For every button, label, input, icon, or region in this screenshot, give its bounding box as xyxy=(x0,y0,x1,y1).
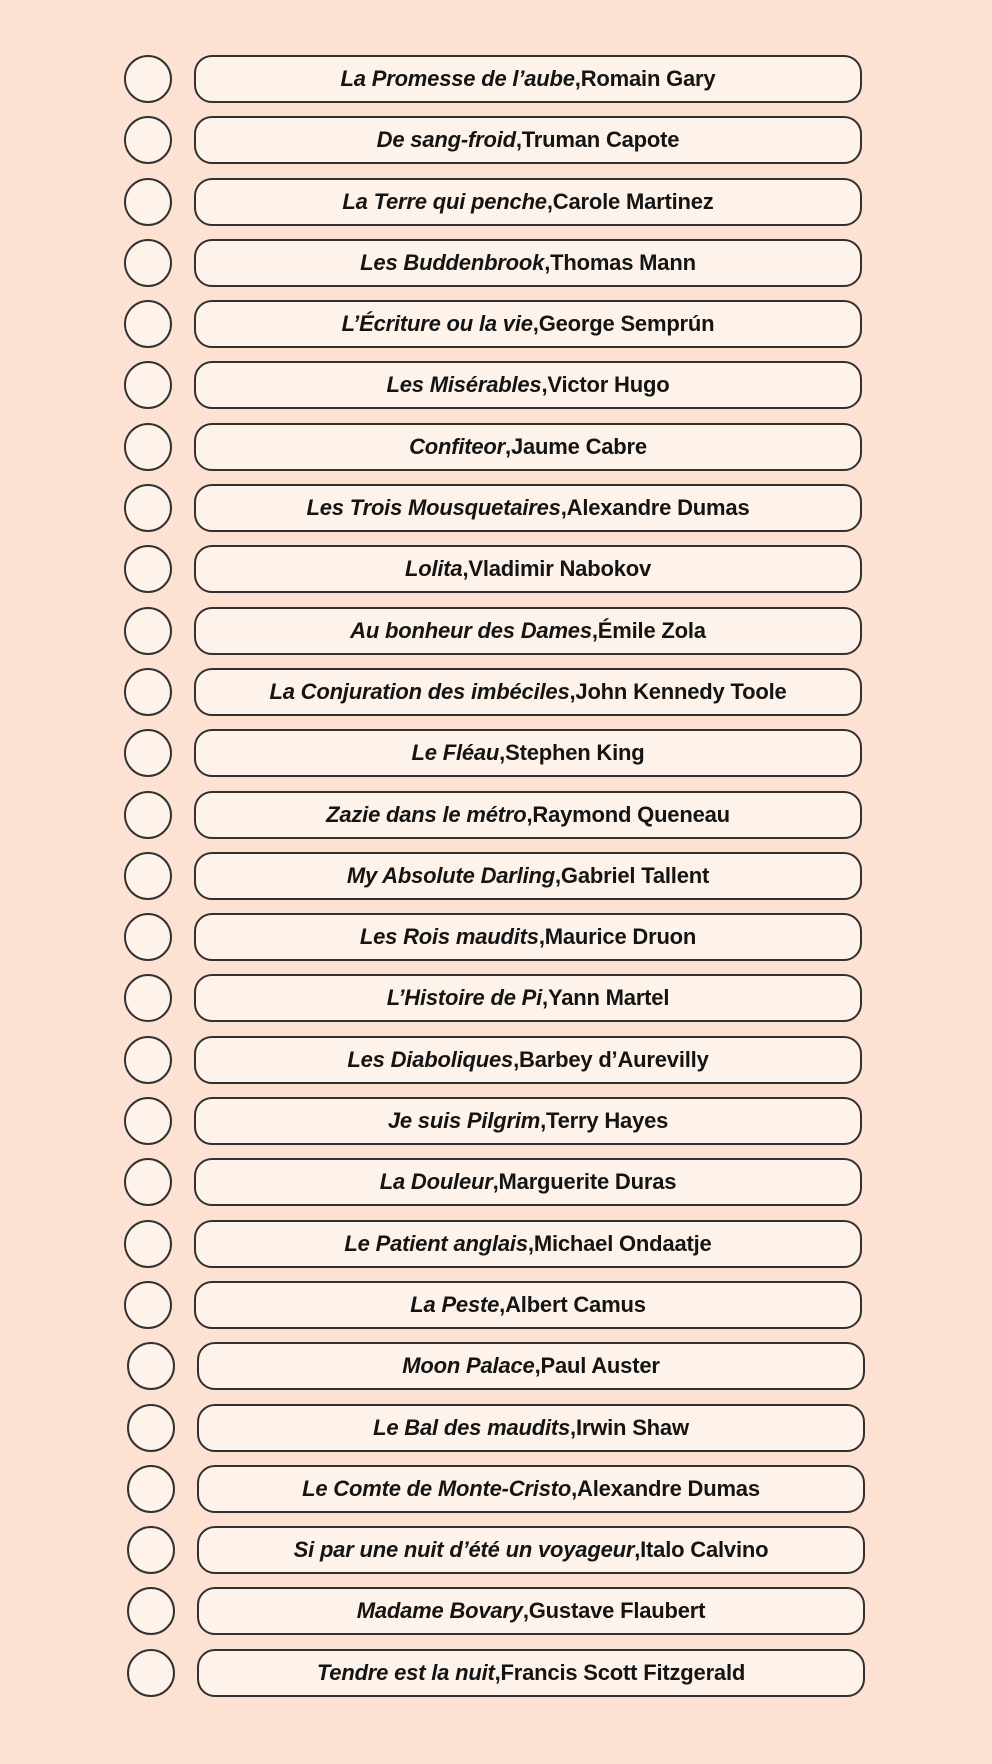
list-item xyxy=(0,790,992,851)
list-item xyxy=(0,1403,992,1464)
book-entry xyxy=(197,1587,865,1635)
book-title: Le Comte de Monte-Cristo xyxy=(302,1475,572,1501)
book-author: Maurice Druon xyxy=(544,924,697,950)
book-title: La Peste xyxy=(410,1291,500,1317)
separator: , xyxy=(569,678,576,704)
separator: , xyxy=(570,1414,576,1440)
book-title: La Douleur xyxy=(379,1169,493,1195)
list-item xyxy=(0,1525,992,1586)
list-item xyxy=(0,1096,992,1157)
book-entry xyxy=(194,1036,862,1084)
book-entry xyxy=(194,852,862,900)
checkbox-circle[interactable] xyxy=(124,1097,172,1145)
book-author: Jaume Cabre xyxy=(510,433,647,459)
separator: , xyxy=(540,1108,547,1134)
separator: , xyxy=(492,1169,499,1195)
book-entry xyxy=(194,1158,862,1206)
separator: , xyxy=(634,1537,641,1563)
separator: , xyxy=(542,985,548,1011)
book-author: Gabriel Tallent xyxy=(560,862,710,888)
list-item xyxy=(0,912,992,973)
book-title: Au bonheur des Dames xyxy=(350,617,592,643)
separator: , xyxy=(515,127,522,153)
checkbox-circle[interactable] xyxy=(124,116,172,164)
separator: , xyxy=(541,372,548,398)
book-author: Alexandre Dumas xyxy=(577,1475,760,1501)
list-item xyxy=(0,1157,992,1218)
book-entry xyxy=(194,791,862,839)
book-entry xyxy=(197,1465,865,1513)
separator: , xyxy=(534,1353,541,1379)
book-author: Yann Martel xyxy=(547,985,670,1011)
book-title: Les Diaboliques xyxy=(347,1046,514,1072)
book-author: Irwin Shaw xyxy=(575,1414,689,1440)
book-title: Les Buddenbrook xyxy=(360,249,545,275)
list-item xyxy=(0,1035,992,1096)
separator: , xyxy=(505,433,511,459)
book-author: John Kennedy Toole xyxy=(575,678,787,704)
book-entry xyxy=(197,1342,865,1390)
checkbox-circle[interactable] xyxy=(124,729,172,777)
book-author: Carole Martinez xyxy=(552,188,714,214)
checkbox-circle[interactable] xyxy=(124,607,172,655)
book-author: Romain Gary xyxy=(580,66,716,91)
book-title: Je suis Pilgrim xyxy=(387,1108,541,1134)
book-title: L’Écriture ou la vie xyxy=(341,311,533,337)
book-author: Truman Capote xyxy=(521,127,680,153)
book-title: Confiteor xyxy=(409,433,506,459)
list-item xyxy=(0,115,992,176)
checkbox-circle[interactable] xyxy=(124,668,172,716)
list-item xyxy=(0,544,992,605)
separator: , xyxy=(538,924,545,950)
book-author: Thomas Mann xyxy=(550,249,696,275)
book-author: Italo Calvino xyxy=(640,1537,769,1563)
book-title: La Conjuration des imbéciles xyxy=(269,678,570,704)
separator: , xyxy=(546,188,553,214)
checkbox-circle[interactable] xyxy=(127,1404,175,1452)
book-entry xyxy=(197,1649,865,1697)
book-entry xyxy=(197,1404,865,1452)
book-title: Le Bal des maudits xyxy=(373,1414,571,1440)
list-item xyxy=(0,851,992,912)
book-author: Albert Camus xyxy=(505,1291,646,1317)
book-entry xyxy=(194,239,862,287)
book-entry xyxy=(194,1281,862,1329)
separator: , xyxy=(499,740,506,766)
list-item xyxy=(0,1280,992,1341)
list-item xyxy=(0,1341,992,1402)
checkbox-circle[interactable] xyxy=(124,545,172,593)
separator: , xyxy=(526,801,533,827)
book-author: George Semprún xyxy=(538,311,715,337)
book-entry xyxy=(194,729,862,777)
book-entry xyxy=(194,178,862,226)
book-entry xyxy=(194,484,862,532)
checkbox-circle[interactable] xyxy=(124,55,172,103)
list-item xyxy=(0,238,992,299)
checkbox-circle[interactable] xyxy=(124,852,172,900)
book-author: Terry Hayes xyxy=(546,1108,669,1134)
list-item xyxy=(0,1464,992,1525)
separator: , xyxy=(532,311,539,337)
book-author: Marguerite Duras xyxy=(498,1169,677,1195)
book-entry xyxy=(194,300,862,348)
book-author: Paul Auster xyxy=(540,1353,660,1379)
checkbox-circle[interactable] xyxy=(127,1649,175,1697)
book-entry xyxy=(194,1220,862,1268)
checkbox-circle[interactable] xyxy=(127,1587,175,1635)
book-title: Les Trois Mousquetaires xyxy=(306,495,561,521)
book-title: La Terre qui penche xyxy=(342,188,547,214)
list-item xyxy=(0,1586,992,1647)
list-item xyxy=(0,973,992,1034)
book-entry xyxy=(194,1097,862,1145)
checkbox-circle[interactable] xyxy=(124,423,172,471)
list-item xyxy=(0,483,992,544)
book-title: Madame Bovary xyxy=(356,1598,523,1624)
book-title: Le Patient anglais xyxy=(344,1230,528,1256)
checkbox-circle[interactable] xyxy=(124,484,172,532)
checkbox-circle[interactable] xyxy=(127,1342,175,1390)
book-entry xyxy=(194,423,862,471)
book-author: Gustave Flaubert xyxy=(528,1598,706,1624)
book-title: Moon Palace xyxy=(402,1353,535,1379)
separator: , xyxy=(522,1598,529,1624)
book-entry xyxy=(194,607,862,655)
list-item xyxy=(0,360,992,421)
checkbox-circle[interactable] xyxy=(124,1220,172,1268)
book-author: Stephen King xyxy=(505,740,645,766)
book-entry xyxy=(194,361,862,409)
checkbox-circle[interactable] xyxy=(127,1526,175,1574)
checkbox-circle[interactable] xyxy=(124,178,172,226)
book-author: Vladimir Nabokov xyxy=(468,556,652,582)
list-item xyxy=(0,299,992,360)
checkbox-circle[interactable] xyxy=(124,1158,172,1206)
book-author: Victor Hugo xyxy=(547,372,670,398)
list-item xyxy=(0,54,992,115)
separator: , xyxy=(462,556,469,582)
checkbox-circle[interactable] xyxy=(124,974,172,1022)
separator: , xyxy=(544,249,551,275)
book-title: De sang-froid xyxy=(376,127,516,153)
book-entry xyxy=(194,913,862,961)
separator: , xyxy=(513,1046,520,1072)
book-title: Lolita xyxy=(404,556,463,582)
checkbox-circle[interactable] xyxy=(124,1281,172,1329)
book-entry xyxy=(197,1526,865,1574)
book-author: Francis Scott Fitzgerald xyxy=(500,1659,746,1685)
checkbox-circle[interactable] xyxy=(124,361,172,409)
book-title: L’Histoire de Pi xyxy=(386,985,543,1011)
separator: , xyxy=(494,1659,501,1685)
book-entry xyxy=(194,55,862,103)
checkbox-circle[interactable] xyxy=(124,913,172,961)
book-entry xyxy=(194,668,862,716)
separator: , xyxy=(554,862,561,888)
book-author: Barbey d’Aurevilly xyxy=(519,1046,709,1072)
book-entry xyxy=(194,116,862,164)
list-item xyxy=(0,667,992,728)
book-title: Les Misérables xyxy=(386,372,542,398)
separator: , xyxy=(560,495,567,521)
checkbox-circle[interactable] xyxy=(124,239,172,287)
book-list xyxy=(0,54,992,1709)
book-author: Émile Zola xyxy=(597,617,706,643)
book-author: Alexandre Dumas xyxy=(566,495,750,521)
book-title: Les Rois maudits xyxy=(359,924,539,950)
checkbox-circle[interactable] xyxy=(127,1465,175,1513)
list-item xyxy=(0,422,992,483)
list-item xyxy=(0,728,992,789)
book-title: Zazie dans le métro xyxy=(326,801,527,827)
book-entry xyxy=(194,545,862,593)
list-item xyxy=(0,1648,992,1709)
separator: , xyxy=(574,66,581,91)
checkbox-circle[interactable] xyxy=(124,300,172,348)
book-title: Si par une nuit d’été un voyageur xyxy=(293,1537,635,1563)
separator: , xyxy=(571,1475,578,1501)
separator: , xyxy=(591,617,598,643)
book-author: Michael Ondaatje xyxy=(533,1230,712,1256)
book-title: My Absolute Darling xyxy=(346,862,555,888)
book-title: Tendre est la nuit xyxy=(316,1659,495,1685)
book-author: Raymond Queneau xyxy=(532,801,730,827)
book-title: La Promesse de l’aube xyxy=(340,66,575,91)
separator: , xyxy=(499,1291,506,1317)
book-title: Le Fléau xyxy=(411,740,500,766)
list-item xyxy=(0,177,992,238)
checkbox-circle[interactable] xyxy=(124,1036,172,1084)
list-item xyxy=(0,1219,992,1280)
list-item xyxy=(0,606,992,667)
book-entry xyxy=(194,974,862,1022)
separator: , xyxy=(527,1230,534,1256)
checkbox-circle[interactable] xyxy=(124,791,172,839)
